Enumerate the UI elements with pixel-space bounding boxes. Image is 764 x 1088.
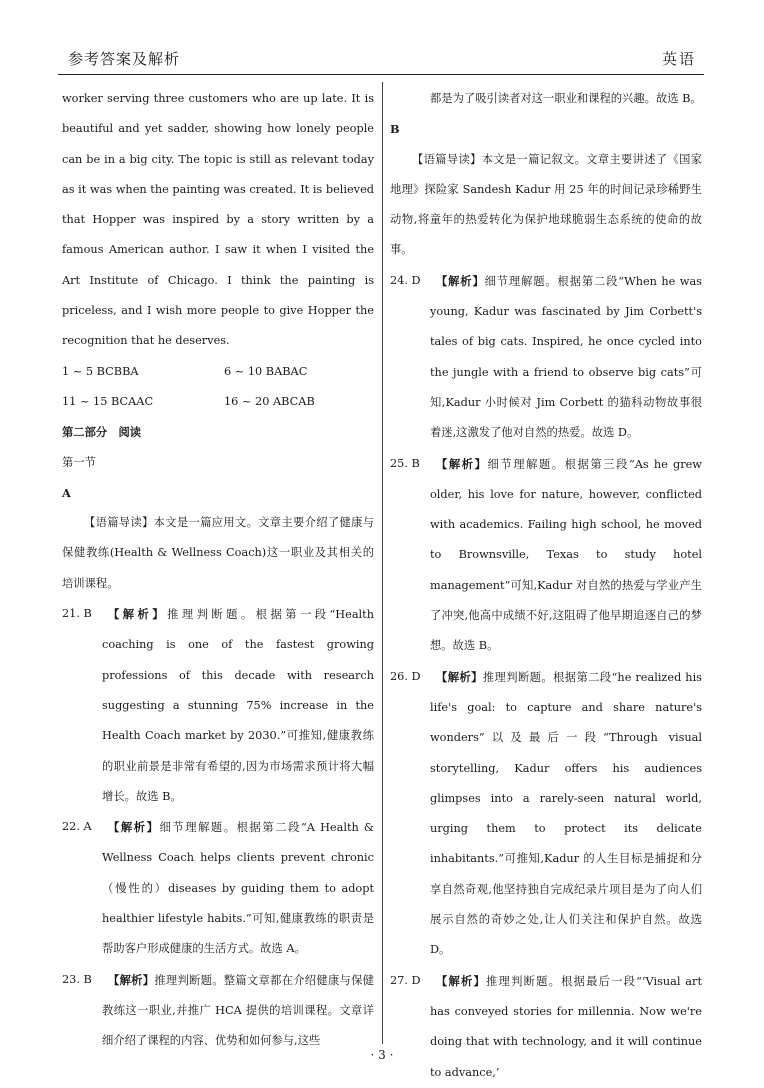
explanation-text: 推理判断题。根据第二段“he realized his life's goal: to capture and share nature's wonders”以及最后一段“Through visual storytelling, Kadur offers his audiences glimpses into a rarely-seen natural world, urging them to protect its delicate inhabitants.”可推知,Kadur 的人生目标是捕捉和分享自然奇观,他坚持独自完成纪录片项目是为了向人们展示自然的奇妙之处,让人们关注和保护自然。故选 D。 (430, 670, 702, 957)
passage-letter: B (390, 122, 400, 137)
answer-row (62, 357, 374, 387)
question-number: 22. A (62, 820, 92, 834)
question-23 (62, 965, 374, 1057)
analysis-tag: 【解析】 (108, 820, 160, 835)
answer-key: 6 ~ 10 BABAC (224, 364, 308, 378)
question-number: 21. B (62, 607, 92, 621)
question-21 (62, 599, 374, 812)
left-column (62, 84, 374, 1057)
question-26 (390, 662, 702, 966)
explanation-text: 推理判断题。根据最后一段“‘Visual art has conveyed stories for millennia. Now we're doing that with technology, and it will continue to advance,’ (430, 974, 702, 1079)
answer-key: 11 ~ 15 BCAAC (62, 394, 154, 408)
explanation-text: 细节理解题。根据第二段“When he was young, Kadur was fascinated by Jim Corbett's tales of big cats. Inspired, he once cycled into the jungle with a friend to observe big cats”可知,Kadur 小时候对 Jim Corbett 的猫科动物故事很着迷,这激发了他对自然的热爱。故选 D。 (430, 274, 702, 440)
analysis-tag: 【解析】 (436, 669, 483, 684)
question-number: 27. D (390, 973, 421, 987)
header-subject: 英语 (661, 50, 696, 68)
answer-row (62, 387, 374, 417)
question-24 (390, 266, 702, 449)
question-23-continued (390, 84, 702, 114)
passage-text: worker serving three customers who are up late. It is beautiful and yet sadder, showing how lonely people can be in a big city. The topic is still as relevant today as it was when the painting was created. It is believed that Hopper was inspired by a story written by a famous American author. I saw it when I visited the Art Institute of Chicago. I think the painting is priceless, and I wish more people to give Hopper the recognition that he deserves. (62, 92, 374, 348)
question-25 (390, 449, 702, 662)
question-explanation (102, 965, 374, 1057)
question-explanation (430, 662, 702, 966)
question-number: 25. B (390, 456, 420, 470)
explanation-text: 细节理解题。根据第三段“As he grew older, his love for nature, however, conflicted with academics. Failing high school, he moved to Brownsville, Texas to study hotel management”可知,Kadur 对自然的热爱与学业产生了冲突,他高中成绩不好,这阻碍了他早期追逐自己的梦想。故选 B。 (430, 457, 702, 653)
analysis-tag: 【解析】 (436, 273, 485, 288)
passage-intro: 【语篇导读】本文是一篇记叙文。文章主要讲述了《国家地理》探险家 Sandesh Kadur 用 25 年的时间记录珍稀野生动物,将童年的热爱转化为保护地球脆弱生态系统的使命的故事。 (390, 152, 702, 257)
explanation-text: 推理判断题。根据第一段“Health coaching is one of the fastest growing professions of this decade with research suggesting a stunning 75% increase in the Health Coach market by 2030.”可推知,健康教练的职业前景是非常有希望的,因为市场需求预计将大幅增长。故选 B。 (102, 608, 374, 803)
question-explanation (430, 449, 702, 662)
question-explanation (102, 812, 374, 964)
page-header (58, 40, 704, 75)
question-22 (62, 812, 374, 964)
column-divider (382, 82, 383, 1044)
question-explanation (102, 599, 374, 812)
question-explanation (430, 266, 702, 449)
explanation-text: 推理判断题。整篇文章都在介绍健康与保健教练这一职业,并推广 HCA 提供的培训课程。文章详细介绍了课程的内容、优势和如何参与,这些 (102, 973, 374, 1048)
question-explanation (430, 966, 702, 1088)
section-title: 第一节 (62, 455, 96, 469)
page-number: · 3 · (370, 1048, 394, 1062)
explanation-text: 细节理解题。根据第二段“A Health & Wellness Coach helps clients prevent chronic（慢性的）diseases by guiding them to adopt healthier lifestyle habits.”可知,健康教练的职责是帮助客户形成健康的生活方式。故选 A。 (102, 821, 374, 956)
answer-key: 16 ~ 20 ABCAB (224, 394, 315, 408)
passage-letter: A (62, 485, 71, 500)
analysis-tag: 【解析】 (436, 456, 488, 471)
part-title: 第二部分 阅读 (62, 425, 142, 440)
analysis-tag: 【解析】 (436, 973, 487, 988)
header-title: 参考答案及解析 (68, 50, 181, 68)
analysis-tag: 【解析】 (108, 972, 155, 987)
passage-intro: 【语篇导读】本文是一篇应用文。文章主要介绍了健康与保健教练(Health & Wellness Coach)这一职业及其相关的培训课程。 (62, 516, 374, 590)
answer-key: 1 ~ 5 BCBBA (62, 364, 139, 378)
question-number: 24. D (390, 273, 421, 287)
question-27 (390, 966, 702, 1088)
explanation-text: 都是为了吸引读者对这一职业和课程的兴趣。故选 B。 (430, 92, 702, 105)
analysis-tag: 【解析】 (108, 607, 168, 622)
question-number: 23. B (62, 972, 92, 986)
right-column (390, 84, 702, 1088)
question-number: 26. D (390, 669, 421, 683)
